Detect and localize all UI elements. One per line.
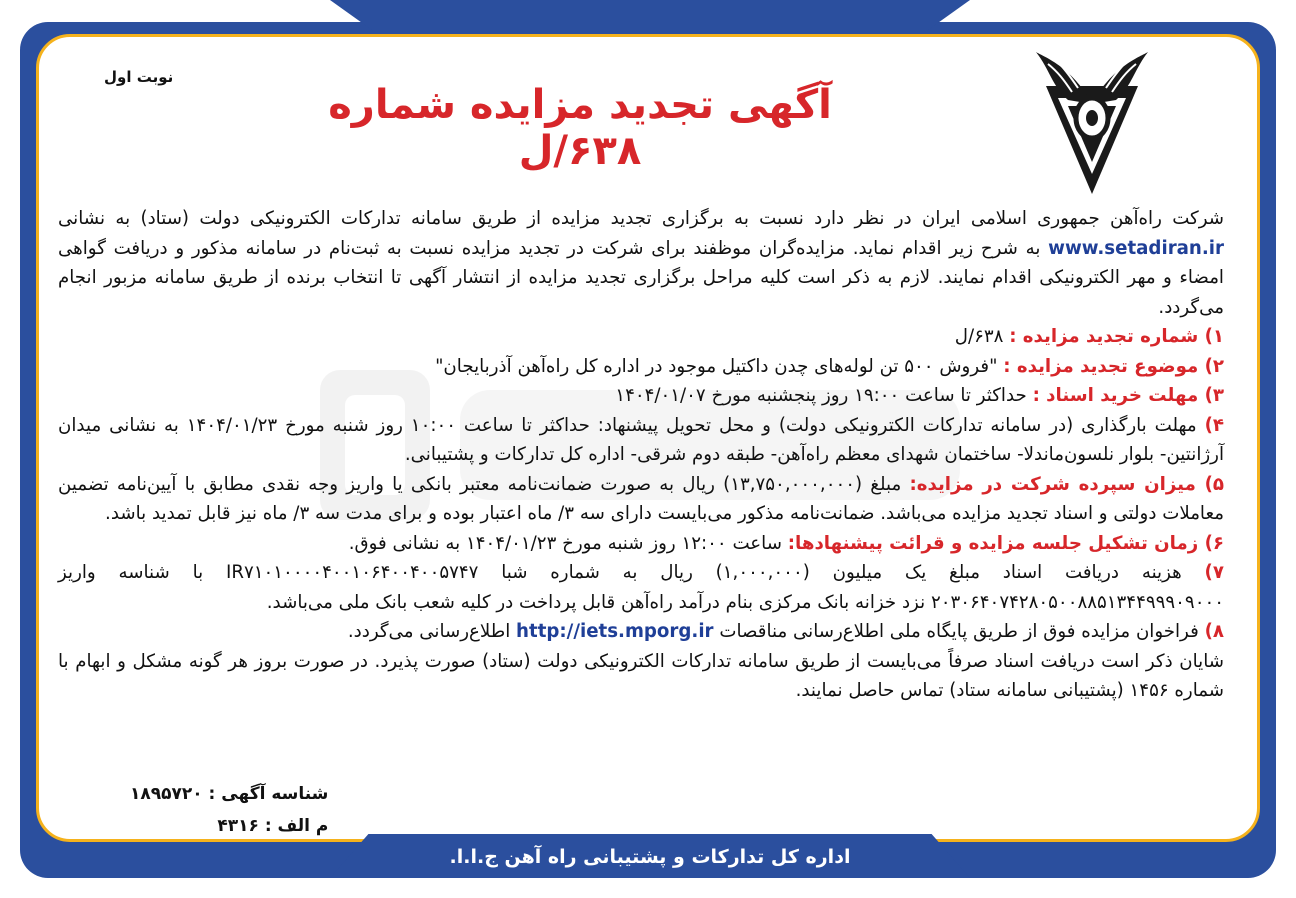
item-8: [58, 617, 1224, 647]
item-7: [58, 558, 1224, 617]
ad-id: شناسه آگهی : ۱۸۹۵۷۲۰: [130, 784, 329, 804]
m-alef-number: م الف : ۴۳۱۶: [217, 816, 329, 836]
item-3: [58, 381, 1224, 411]
item-6-text: ساعت ۱۲:۰۰ روز شنبه مورخ ۱۴۰۴/۰۱/۲۳ به نشانی فوق.: [348, 532, 782, 554]
item-8-text-1: فراخوان مزایده فوق از طریق پایگاه ملی اطلاع‌رسانی مناقصات: [719, 621, 1199, 642]
item-8-text-2: اطلاع‌رسانی می‌گردد.: [347, 621, 511, 642]
item-2-label: ۲) موضوع تجدید مزایده :: [1003, 355, 1224, 377]
closing-text: شایان ذکر است دریافت اسناد صرفاً می‌بایست از طریق سامانه تدارکات الکترونیکی دولت (ستاد) صورت پذیرد. در صورت بروز هر گونه مشکل و ابهام با شماره ۱۴۵۶ (پشتیبانی سامانه ستاد) تماس حاصل نمایند.: [58, 650, 1224, 701]
ad-identifiers: [130, 778, 328, 842]
intro-paragraph: [58, 204, 1224, 322]
item-3-label: ۳) مهلت خرید اسناد :: [1032, 385, 1224, 406]
intro-text-2: به شرح زیر اقدام نماید. مزایده‌گران موظفند برای شرکت در تجدید مزایده نسبت به ثبت‌نام در سامانه مذکور و دریافت گواهی امضاء و مهر الکترونیکی اقدام نمایند. لازم به ذکر است کلیه مراحل برگزاری تجدید مزایده از انتشار آگهی تا انتخاب برنده از طریق سامانه مزبور انجام می‌گردد.: [58, 237, 1224, 318]
top-tab-decoration: [330, 0, 970, 32]
item-5-text: مبلغ (۱۳,۷۵۰,۰۰۰,۰۰۰) ریال به صورت ضمانت‌نامه معتبر بانکی یا واریز وجه نقدی مطابق با آیین‌نامه تضمین معاملات دولتی و اسناد تجدید مزایده می‌باشد. ضمانت‌نامه مذکور می‌بایست دارای سه ۳/ ماه اعتبار بوده و برای مدت سه ۳/ ماه نیز قابل تمدید باشد.: [58, 473, 1224, 524]
item-4-number: ۴): [1204, 414, 1224, 436]
intro-text-1: شرکت راه‌آهن جمهوری اسلامی ایران در نظر دارد نسبت به برگزاری تجدید مزایده از طریق سامانه تدارکات الکترونیکی دولت (ستاد) به نشانی: [58, 208, 1224, 229]
item-5-label: ۵) میزان سپرده شرکت در مزایده:: [909, 473, 1224, 495]
item-1-text: ۶۳۸/ل: [954, 326, 1004, 347]
item-2-text: "فروش ۵۰۰ تن لوله‌های چدن داکتیل موجود در اداره کل راه‌آهن آذربایجان": [435, 355, 998, 377]
item-4-text: مهلت بارگذاری (در سامانه تدارکات الکترونیکی دولت) و محل تحویل پیشنهاد: حداکثر تا ساعت ۱۰:۰۰ روز شنبه مورخ ۱۴۰۴/۰۱/۲۳ به نشانی میدان آرژانتین- بلوار نلسون‌ماندلا- ساختمان شهدای معظم راه‌آهن- طبقه دوم شرقی- اداره کل تدارکات و پشتیبانی.: [58, 414, 1224, 465]
publication-round: نوبت اول: [104, 68, 174, 86]
item-1-label: ۱) شماره تجدید مزایده :: [1009, 326, 1224, 347]
item-5: [58, 470, 1224, 529]
item-1: [58, 322, 1224, 352]
item-7-text: هزینه دریافت اسناد مبلغ یک میلیون (۱,۰۰۰,۰۰۰) ریال به شماره شبا IR۷۱۰۱۰۰۰۰۴۰۰۱۰۶۴۰۰۴۰۰۵۷۴۷ با شناسه واریز ۲۰۳۰۶۴۰۷۴۲۸۰۵۰۰۸۸۵۱۳۴۴۹۹۹۰۹۰۰۰ نزد خزانه بانک مرکزی بنام درآمد راه‌آهن قابل پرداخت در کلیه شعب بانک ملی می‌باشد.: [58, 562, 1224, 613]
closing-note: [58, 647, 1224, 706]
item-7-number: ۷): [1204, 562, 1224, 583]
item-2: [58, 352, 1224, 382]
item-4: [58, 411, 1224, 470]
item-8-number: ۸): [1204, 621, 1224, 642]
item-3-text: حداکثر تا ساعت ۱۹:۰۰ روز پنجشنبه مورخ ۱۴۰۴/۰۱/۰۷: [615, 385, 1027, 406]
footer-issuer: اداره کل تدارکات و پشتیبانی راه آهن ج.ا.ا.: [449, 846, 851, 868]
iets-website-link[interactable]: http://iets.mporg.ir: [516, 621, 714, 642]
railway-winged-wheel-logo: [1032, 46, 1152, 196]
ad-body: [58, 204, 1224, 706]
setad-website-link[interactable]: www.setadiran.ir: [1048, 237, 1224, 259]
item-6: [58, 529, 1224, 559]
ad-title: آگهی تجدید مزایده شماره ۶۳۸/ل: [328, 82, 832, 174]
item-6-label: ۶) زمان تشکیل جلسه مزایده و قرائت پیشنهادها:: [787, 532, 1224, 554]
